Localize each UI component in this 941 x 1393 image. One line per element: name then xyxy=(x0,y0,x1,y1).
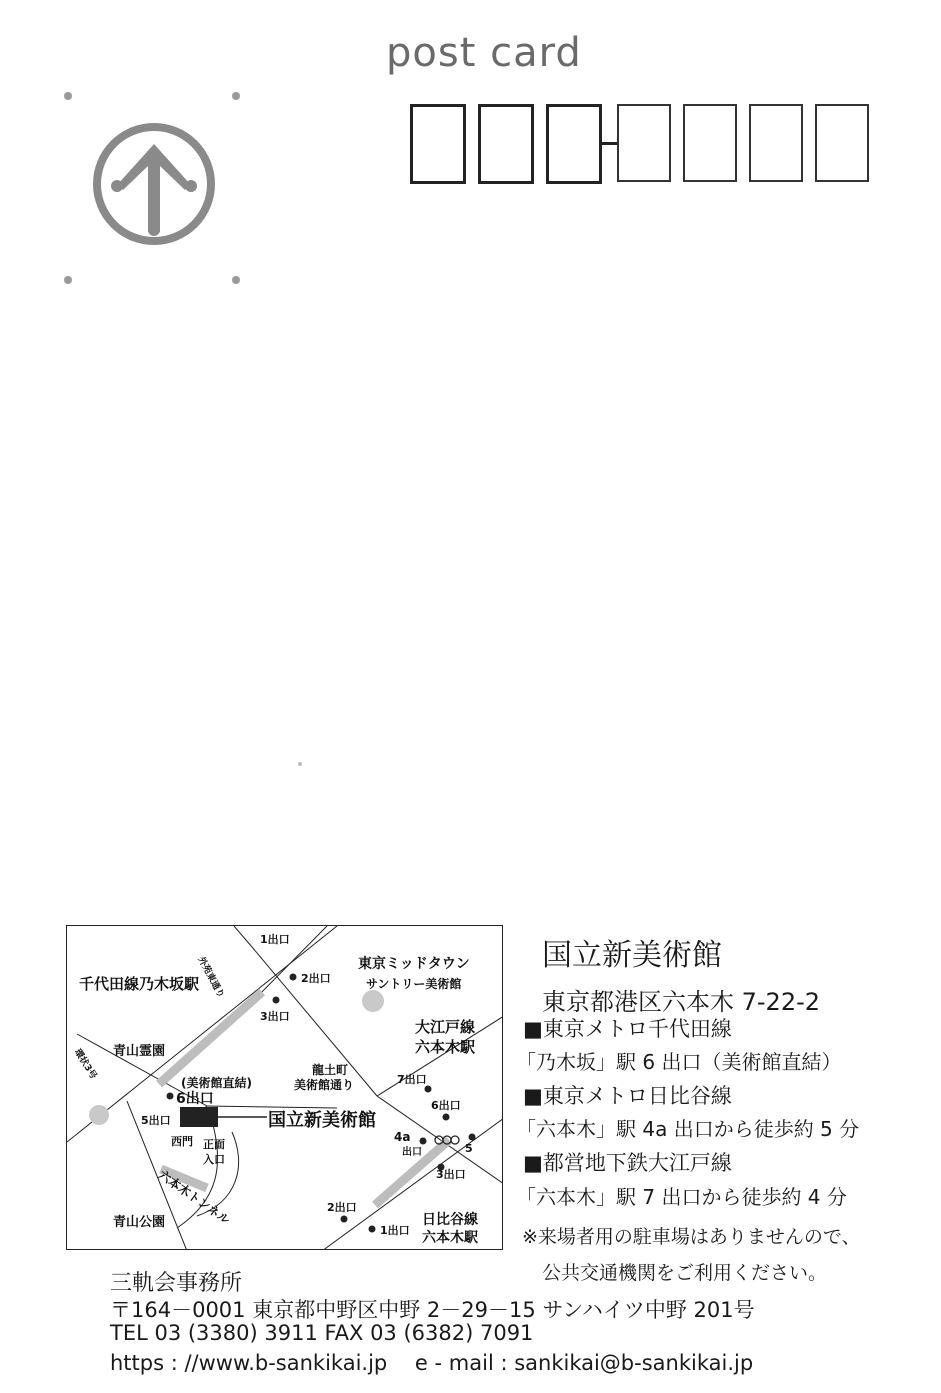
office-phone-fax: TEL 03 (3380) 3911 FAX 03 (6382) 7091 xyxy=(110,1321,534,1345)
map-label-nact: 国立新美術館 xyxy=(268,1110,376,1131)
corner-dot xyxy=(64,92,72,100)
map-label-exit2-hibiya: 2出口 xyxy=(327,1201,357,1214)
postal-code-box[interactable] xyxy=(546,104,602,184)
map-label-exit3-top: 3出口 xyxy=(260,1010,290,1023)
access-chiyoda: 「乃木坂」駅 6 出口（美術館直結） xyxy=(516,1050,842,1074)
map-label-hibiya: 日比谷線 xyxy=(422,1212,478,1228)
map-label-museum-street: 美術館通り xyxy=(294,1078,355,1092)
map-label-oedo-station: 六本木駅 xyxy=(415,1038,476,1056)
map-label-nishimon: 西門 xyxy=(171,1135,193,1148)
corner-dot xyxy=(64,276,72,284)
access-hibiya: 「六本木」駅 4a 出口から徒歩約 5 分 xyxy=(516,1117,860,1141)
office-address: 〒164－0001 東京都中野区中野 2－29－15 サンハイツ中野 201号 xyxy=(110,1298,755,1322)
map-label-exit3-hibiya: 3出口 xyxy=(436,1168,466,1181)
museum-name: 国立新美術館 xyxy=(542,938,722,973)
postal-code-box[interactable] xyxy=(749,104,803,182)
postal-code-box[interactable] xyxy=(410,104,466,184)
map-label-ryudo: 龍土町 xyxy=(312,1063,349,1077)
map-label-exit4a: 4a xyxy=(394,1130,411,1144)
office-name: 三軌会事務所 xyxy=(110,1271,243,1296)
map-label-exit6-hibiya: 6出口 xyxy=(431,1099,461,1112)
map-label-aoyama-park: 青山公園 xyxy=(113,1215,166,1230)
line-hibiya: ■東京メトロ日比谷線 xyxy=(523,1084,732,1108)
speck xyxy=(298,762,302,766)
postal-code-hyphen xyxy=(602,142,618,145)
map-label-exit5-chiyoda: 5出口 xyxy=(141,1114,171,1127)
corner-dot xyxy=(232,276,240,284)
map-label-midtown: 東京ミッドタウン xyxy=(358,956,470,972)
map-label-exit4a-sub: 出口 xyxy=(402,1147,422,1158)
museum-address: 東京都港区六本木 7-22-2 xyxy=(542,988,821,1016)
map-label-aoyama-cemetery: 青山霊園 xyxy=(113,1044,166,1059)
transit-note: 公共交通機関をご利用ください。 xyxy=(542,1262,828,1284)
map-label-exit2-top: 2出口 xyxy=(301,972,331,985)
map-label-exit1-hibiya: 1出口 xyxy=(380,1224,410,1237)
map-label-suntory: サントリー美術館 xyxy=(366,977,462,991)
map-label-kanjo3: 環状3号 xyxy=(71,1047,99,1082)
line-oedo: ■都営地下鉄大江戸線 xyxy=(523,1151,732,1175)
map-label-exit1-top: 1出口 xyxy=(260,933,290,946)
access-map xyxy=(66,925,503,1250)
postal-code-box[interactable] xyxy=(617,104,671,182)
postcard-title: post card xyxy=(386,30,582,76)
access-oedo: 「六本木」駅 7 出口から徒歩約 4 分 xyxy=(516,1185,847,1209)
office-web-email[interactable]: https : //www.b-sankikai.jp e - mail : sankikai@b-sankikai.jp xyxy=(110,1351,754,1375)
map-label-chiyoda: 千代田線乃木坂駅 xyxy=(79,975,200,993)
postal-code-box[interactable] xyxy=(815,104,869,182)
map-label-exit5-hibiya: 5 xyxy=(465,1142,473,1155)
map-label-entrance: 入口 xyxy=(203,1153,225,1166)
map-label-hibiya-station: 六本木駅 xyxy=(422,1230,478,1246)
map-label-exit6-chiyoda: 6出口 xyxy=(176,1091,214,1107)
map-label-oedo: 大江戸線 xyxy=(415,1018,476,1036)
map-label-main-entrance: 正面 xyxy=(203,1138,225,1151)
postal-code-box[interactable] xyxy=(683,104,737,182)
map-label-tunnel: 六本木トンネル xyxy=(155,1167,233,1228)
corner-dot xyxy=(232,92,240,100)
postal-code-box[interactable] xyxy=(478,104,534,184)
line-chiyoda: ■東京メトロ千代田線 xyxy=(523,1017,732,1041)
map-label-gaien: 外苑東通り xyxy=(195,955,226,1000)
map-label-exit7: 7出口 xyxy=(397,1073,427,1086)
map-label-direct: (美術館直結) xyxy=(181,1076,252,1090)
up-arrow-in-circle-icon xyxy=(90,122,218,246)
parking-note: ※来場者用の駐車場はありませんので、 xyxy=(522,1226,861,1248)
